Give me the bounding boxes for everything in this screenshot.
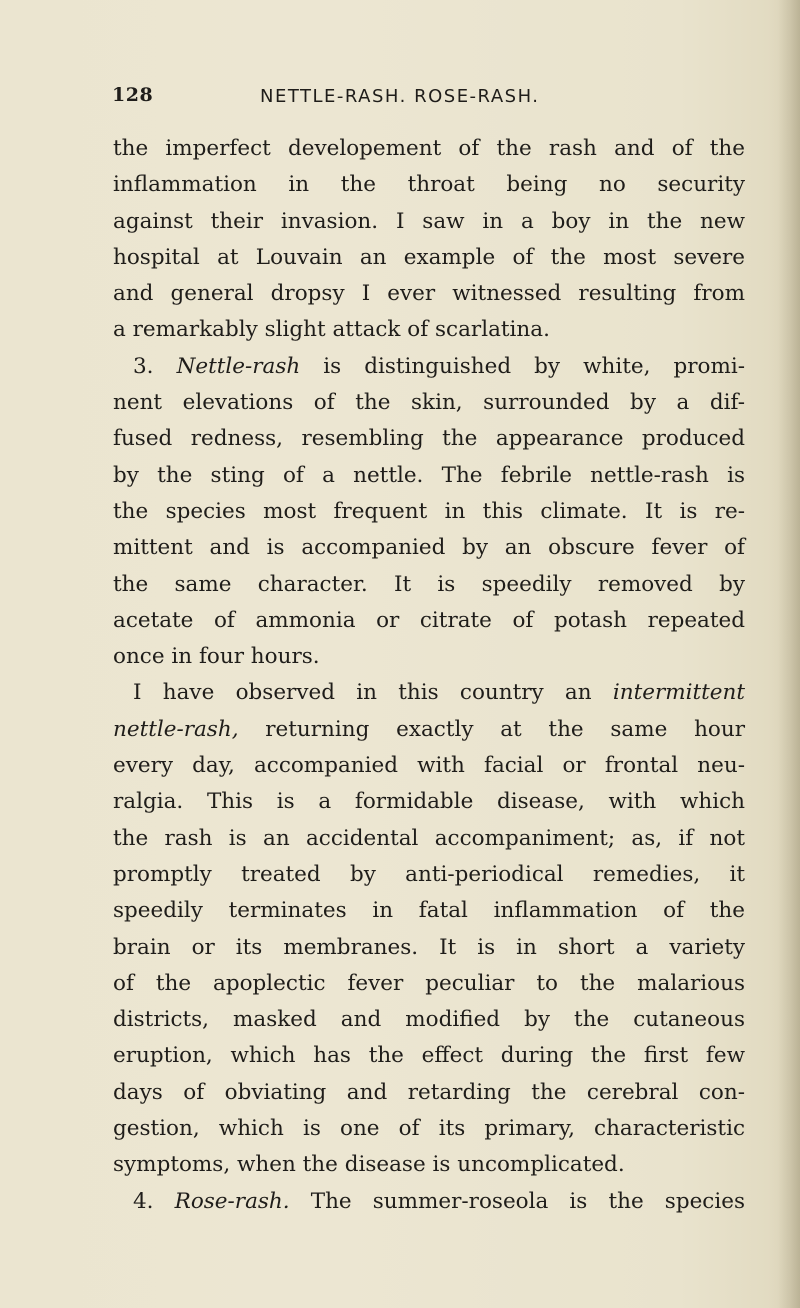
text-line: symptoms, when the disease is uncomplicated.	[113, 1152, 625, 1178]
text-line: fused redness, resembling the appearance produced	[113, 426, 745, 452]
section-heading-line	[113, 349, 745, 385]
section-number: 4.	[133, 1188, 154, 1214]
text-line: the same character. It is speedily removed by	[113, 571, 745, 597]
text-fragment: is distinguished by white, promi-	[323, 353, 745, 379]
text-line: speedily terminates in fatal inflammation of the	[113, 898, 745, 924]
text-line: every day, accompanied with facial or frontal neu-	[113, 753, 745, 779]
running-head	[112, 84, 700, 116]
italic-term: nettle-rash,	[113, 716, 239, 742]
text-line: hospital at Louvain an example of the most severe	[113, 244, 745, 270]
text-fragment: returning exactly at the same hour	[265, 716, 745, 742]
running-title: NETTLE-RASH. ROSE-RASH.	[260, 86, 540, 107]
text-line: inflammation in the throat being no security	[113, 172, 745, 198]
text-line: by the sting of a nettle. The febrile nettle-rash is	[113, 462, 745, 488]
text-line: the imperfect developement of the rash and of the	[113, 136, 745, 161]
text-line: ralgia. This is a formidable disease, with which	[113, 789, 745, 815]
body-text	[113, 131, 745, 1220]
text-line: gestion, which is one of its primary, characteristic	[113, 1116, 745, 1142]
text-line: the species most frequent in this climate. It is re-	[113, 498, 745, 524]
text-line: a remarkably slight attack of scarlatina.	[113, 317, 550, 343]
text-line: districts, masked and modified by the cutaneous	[113, 1007, 745, 1033]
text-line: eruption, which has the effect during the first few	[113, 1043, 745, 1069]
text-line: of the apoplectic fever peculiar to the malarious	[113, 970, 745, 996]
section-heading-line	[113, 1184, 745, 1220]
text-line: acetate of ammonia or citrate of potash repeated	[113, 607, 745, 633]
text-line: nent elevations of the skin, surrounded by a dif-	[113, 390, 745, 416]
text-line: promptly treated by anti-periodical remedies, it	[113, 861, 745, 887]
text-line: brain or its membranes. It is in short a variety	[113, 934, 745, 960]
text-line: the rash is an accidental accompaniment; as, if not	[113, 825, 745, 851]
text-line	[113, 712, 745, 748]
text-line: against their invasion. I saw in a boy in the new	[113, 208, 745, 234]
text-line: once in four hours.	[113, 644, 320, 670]
text-fragment: The summer-roseola is the species	[310, 1188, 745, 1214]
italic-term: intermittent	[612, 680, 745, 706]
text-fragment: I have observed in this country an	[133, 680, 592, 706]
text-line: and general dropsy I ever witnessed resulting from	[113, 281, 745, 307]
text-line	[113, 675, 745, 711]
page-edge-shadow	[778, 0, 800, 1308]
section-number: 3.	[133, 353, 154, 379]
page-number: 128	[112, 84, 154, 106]
text-line: mittent and is accompanied by an obscure fever of	[113, 535, 745, 561]
section-title: Rose-rash.	[174, 1188, 290, 1214]
text-line: days of obviating and retarding the cerebral con-	[113, 1079, 745, 1105]
section-title: Nettle-rash	[176, 353, 301, 379]
